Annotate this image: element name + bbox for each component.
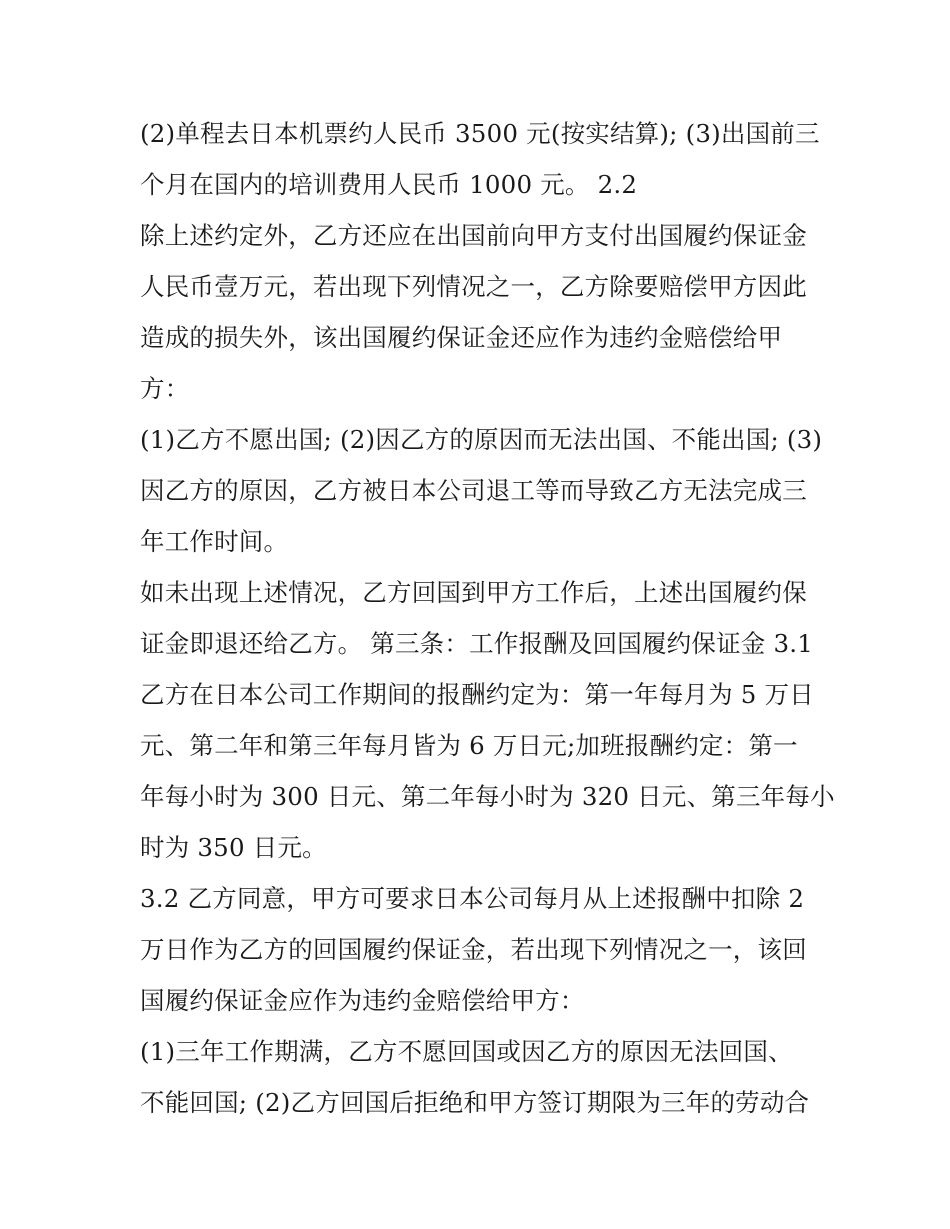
text-line: 不能回国; (2)乙方回国后拒绝和甲方签订期限为三年的劳动合: [140, 1088, 810, 1117]
text-line: 时为 350 日元。: [140, 833, 327, 862]
text-line: 年工作时间。: [140, 527, 289, 556]
text-line: 除上述约定外，乙方还应在出国前向甲方支付出国履约保证金: [140, 221, 807, 250]
text-line: (1)乙方不愿出国; (2)因乙方的原因而无法出国、不能出国; (3): [140, 425, 823, 454]
text-line: 3.2 乙方同意，甲方可要求日本公司每月从上述报酬中扣除 2: [140, 884, 805, 913]
text-line: 年每小时为 300 日元、第二年每小时为 320 日元、第三年每小: [140, 782, 835, 811]
text-line: 证金即退还给乙方。 第三条：工作报酬及回国履约保证金 3.1: [140, 629, 814, 658]
text-line: (1)三年工作期满，乙方不愿回国或因乙方的原因无法回国、: [140, 1037, 793, 1066]
text-line: 国履约保证金应作为违约金赔偿给甲方：: [140, 986, 585, 1015]
text-line: (2)单程去日本机票约人民币 3500 元(按实结算); (3)出国前三: [140, 119, 820, 148]
text-line: 人民币壹万元，若出现下列情况之一，乙方除要赔偿甲方因此: [140, 272, 807, 301]
text-line: 因乙方的原因，乙方被日本公司退工等而导致乙方无法完成三: [140, 476, 807, 505]
text-line: 造成的损失外，该出国履约保证金还应作为违约金赔偿给甲: [140, 323, 783, 352]
document-body: [140, 108, 835, 1128]
text-line: 方：: [140, 374, 190, 403]
text-line: 万日作为乙方的回国履约保证金，若出现下列情况之一，该回: [140, 935, 807, 964]
text-line: 如未出现上述情况，乙方回国到甲方工作后，上述出国履约保: [140, 578, 807, 607]
text-line: 元、第二年和第三年每月皆为 6 万日元;加班报酬约定：第一: [140, 731, 798, 760]
text-line: 个月在国内的培训费用人民币 1000 元。 2.2: [140, 170, 638, 199]
text-line: 乙方在日本公司工作期间的报酬约定为：第一年每月为 5 万日: [140, 680, 814, 709]
